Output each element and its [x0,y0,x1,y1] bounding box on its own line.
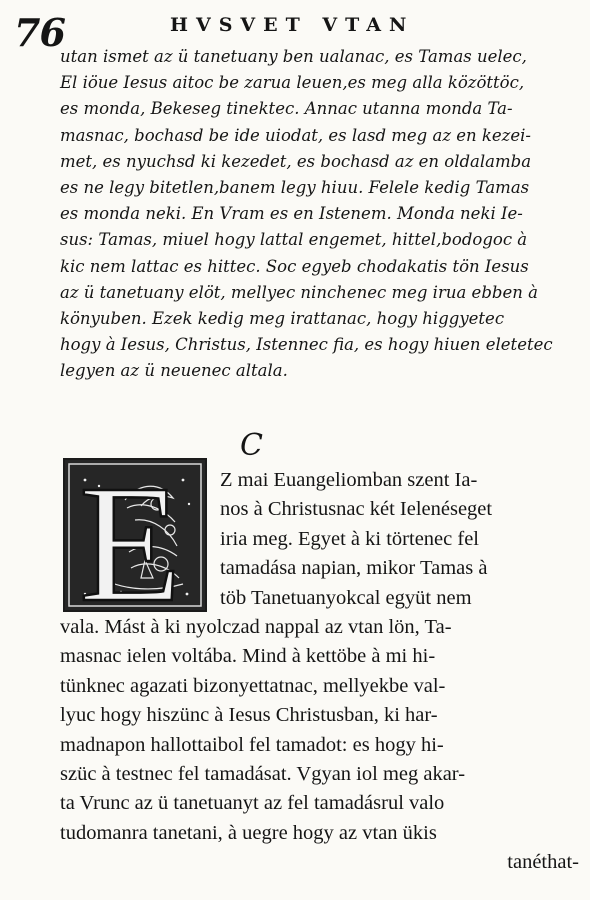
chapter-mark: C [240,428,263,463]
text-line: utan ismet az ü tanetuany ben ualanac, es Tamas uelec, [60,47,527,66]
text-line: Z mai Euangeliomban szent Ia- [220,469,478,491]
running-head: HVSVET VTAN [170,14,415,36]
text-line: nos à Christusnac két Ielenéseget [220,498,493,521]
catchword: tanéthat- [507,851,579,874]
text-line: tünknec agazati bizonyettatnac, mellyekbe val- [60,674,446,697]
text-line: az ü tanetuany elöt, mellyec ninchenec meg irua ebben à [60,282,538,302]
text-line: lyuc hogy hiszünc à Iesus Christusban, ki har- [60,704,438,727]
italic-text-block [60,44,580,384]
text-line: szüc à testnec fel tamadásat. Vgyan iol meg akar- [60,762,466,785]
text-line: es ne legy bitetlen,banem legy hiuu. Felele kedig Tamas [60,177,530,197]
text-line: madnapon hallottaibol fel tamadot: es hogy hi- [60,733,444,756]
text-line: ta Vrunc az ü tanetuanyt az fel tamadásrul valo [60,792,445,815]
text-line: könyuben. Ezek kedig meg irattanac, hogy higgyetec [60,308,505,328]
text-line: sus: Tamas, miuel hogy lattal engemet, hittel,bodogoc à [60,230,528,250]
page-number: 76 [14,10,65,55]
text-line: met, es nyuchsd ki kezedet, es bochasd az en oldalamba [60,151,532,171]
text-line: hogy à Iesus, Christus, Istennec fia, es hogy hiuen eletetec [60,335,553,355]
text-line: legyen az ü neuenec altala. [60,361,288,381]
text-line: El iöue Iesus aitoc be zarua leuen,es meg alla közöttöc, [60,73,525,93]
text-line: iria meg. Egyet à ki törtenec fel [220,527,479,550]
text-line: tamadása napian, mikor Tamas à [220,557,488,580]
text-line: vala. Mást à ki nyolczad nappal az vtan lön, Ta- [60,615,452,638]
roman-text-block [60,466,585,877]
text-line: kic nem lattac es hittec. Soc egyeb chodakatis tön Iesus [60,256,529,276]
text-line: töb Tanetuanyokcal együt nem [220,586,472,609]
text-line: masnac, bochasd be ide uiodat, es lasd meg az en kezei- [60,125,531,145]
text-line: es monda, Bekeseg tinektec. Annac utanna monda Ta- [60,99,513,119]
text-line: es monda neki. En Vram es en Istenem. Monda neki Ie- [60,204,523,224]
text-line: masnac ielen voltába. Mind à kettöbe à mi hi- [60,645,436,668]
text-line: tudomanra tanetani, à uegre hogy az vtan ükis [60,821,437,844]
initial-letter: E [79,460,182,610]
